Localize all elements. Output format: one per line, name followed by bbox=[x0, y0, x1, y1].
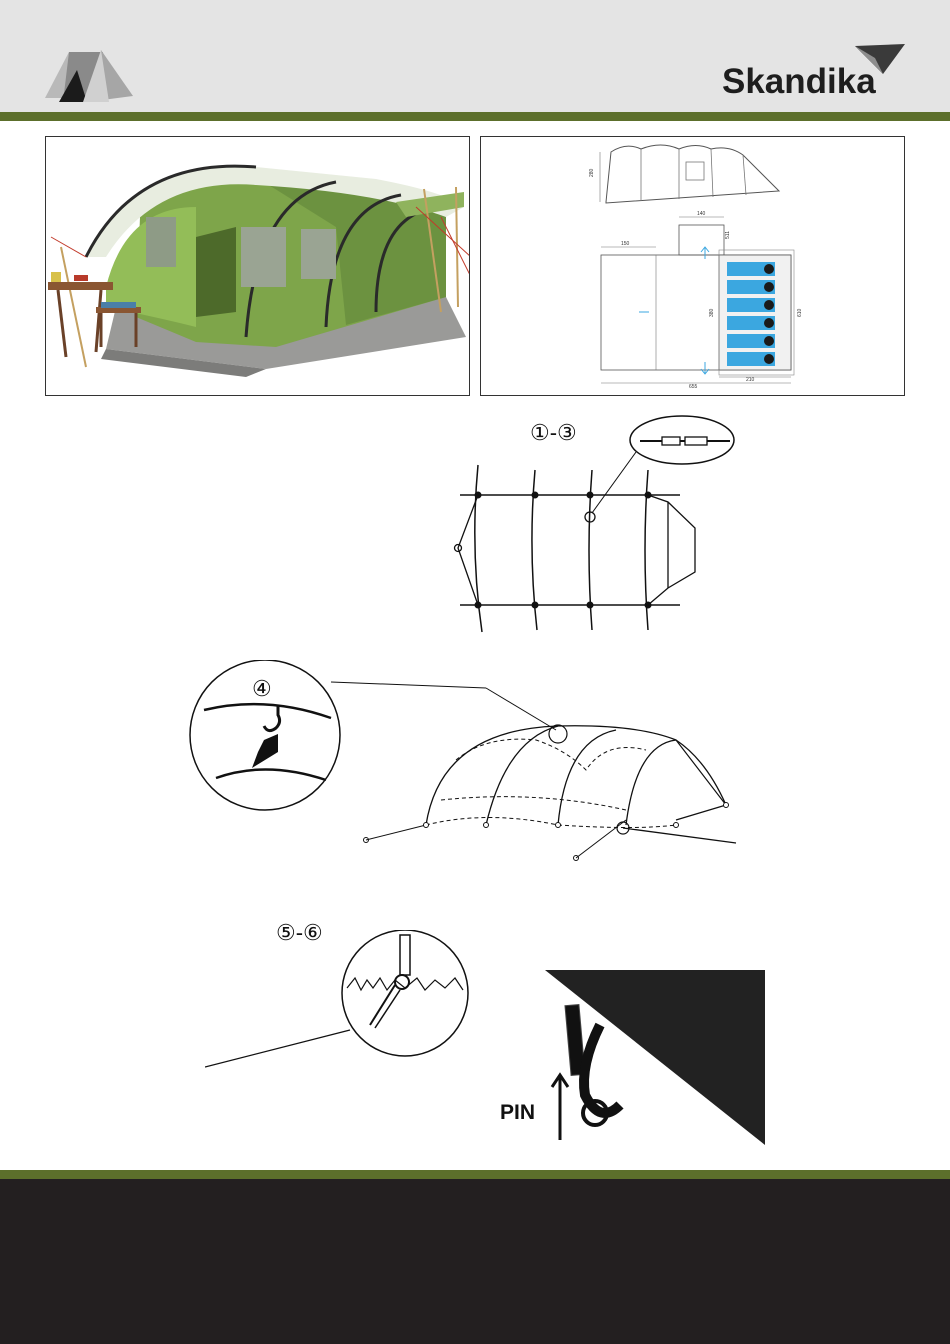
header-accent-band bbox=[0, 112, 950, 121]
page-footer bbox=[0, 1179, 950, 1344]
dim-front: 150 bbox=[621, 241, 630, 247]
brand-name: Skandika bbox=[722, 62, 876, 101]
step-5-6-label: ⑤-⑥ bbox=[276, 920, 323, 945]
pin-label: PIN bbox=[500, 1101, 536, 1124]
tent-photo bbox=[45, 136, 470, 396]
dim-total-length: 655 bbox=[689, 384, 698, 390]
ring-pin-detail bbox=[205, 930, 475, 1070]
tent-floor-plan bbox=[480, 136, 905, 396]
dim-vestibule-depth: 511 bbox=[725, 231, 731, 239]
pin-ring-photo bbox=[540, 965, 765, 1145]
dim-vestibule: 140 bbox=[697, 211, 706, 217]
page-header bbox=[0, 0, 950, 112]
step-1-3-label: ①-③ bbox=[530, 420, 577, 445]
floor-plan-drawing bbox=[481, 137, 905, 396]
footer-accent-band bbox=[0, 1170, 950, 1179]
triangle-mark-icon bbox=[855, 44, 905, 76]
tent-photo-illustration bbox=[46, 137, 470, 396]
step-4-label: ④ bbox=[252, 676, 272, 701]
clip-hook-diagram bbox=[186, 660, 746, 875]
dim-bedroom-depth: 210 bbox=[746, 377, 755, 383]
dim-height: 280 bbox=[589, 168, 595, 177]
dim-total-width: 610 bbox=[797, 308, 803, 317]
pole-sleeve-diagram bbox=[440, 410, 750, 635]
mountain-logo-icon bbox=[43, 44, 135, 104]
dim-bedroom-width: 380 bbox=[709, 308, 715, 317]
